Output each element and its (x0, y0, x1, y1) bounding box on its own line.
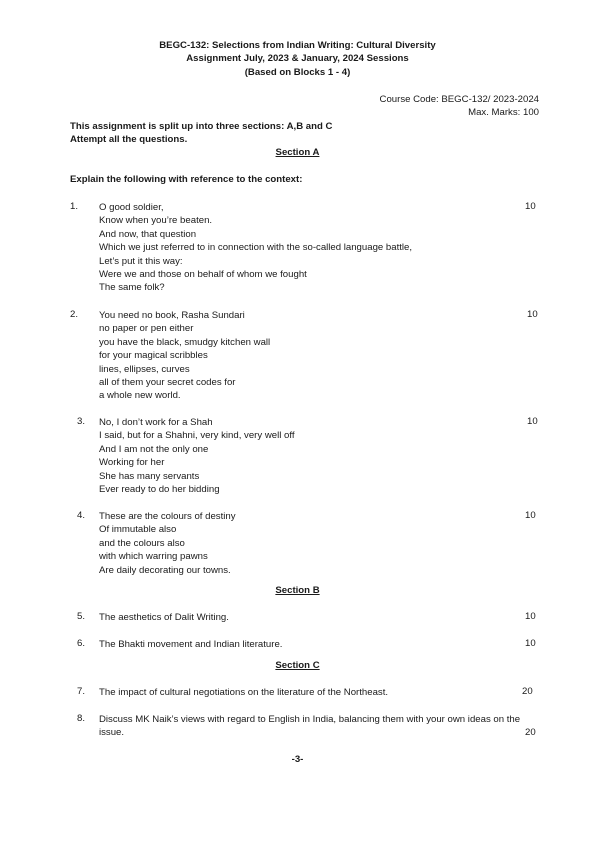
question-marks: 10 (527, 416, 538, 427)
section-c-title: Section C (275, 660, 320, 671)
section-b-title: Section B (275, 585, 320, 596)
question-marks: 10 (525, 510, 536, 521)
instruction-attempt: Attempt all the questions. (70, 134, 188, 145)
question-number: 6. (77, 638, 86, 649)
question-marks: 20 (525, 727, 536, 738)
question-number: 1. (70, 201, 79, 212)
section-a-title: Section A (275, 147, 320, 158)
passage-line: These are the colours of destiny (99, 511, 236, 522)
question-3-passage (99, 416, 295, 496)
passage-line: lines, ellipses, curves (99, 363, 190, 375)
passage-line: for your magical scribbles (99, 350, 208, 362)
header-title: BEGC-132: Selections from Indian Writing: Cultural Diversity (159, 40, 436, 51)
passage-line: The same folk? (99, 282, 165, 294)
question-number: 2. (70, 309, 79, 320)
passage-line: and the colours also (99, 537, 185, 549)
instruction-sections: This assignment is split up into three sections: A,B and C (70, 121, 333, 132)
question-marks: 10 (525, 638, 536, 649)
question-number: 8. (77, 713, 86, 724)
question-1-passage (99, 201, 412, 295)
passage-line: She has many servants (99, 470, 200, 482)
passage-line: with which warring pawns (99, 551, 208, 563)
passage-line: Were we and those on behalf of whom we fought (99, 269, 307, 281)
passage-line: O good soldier, (99, 202, 164, 213)
question-marks: 20 (522, 686, 533, 697)
passage-line: No, I don’t work for a Shah (99, 417, 213, 428)
question-marks: 10 (525, 201, 536, 212)
question-marks: 10 (527, 309, 538, 320)
passage-line: Are daily decorating our towns. (99, 564, 231, 576)
question-2-passage (99, 309, 270, 403)
course-code: Course Code: BEGC-132/ 2023-2024 (379, 94, 539, 105)
page-number: -3- (291, 754, 304, 765)
header-sessions: Assignment July, 2023 & January, 2024 Sessions (186, 53, 409, 64)
max-marks: Max. Marks: 100 (468, 107, 539, 118)
passage-line: Of immutable also (99, 524, 177, 536)
passage-line: And I am not the only one (99, 443, 209, 455)
passage-line: no paper or pen either (99, 323, 194, 335)
passage-line: Working for her (99, 457, 165, 469)
question-number: 5. (77, 611, 86, 622)
passage-line: Which we just referred to in connection with the so-called language battle, (99, 242, 413, 254)
passage-line: all of them your secret codes for (99, 377, 236, 389)
question-number: 7. (77, 686, 86, 697)
question-5-text: The aesthetics of Dalit Writing. (99, 612, 229, 623)
header-blocks: (Based on Blocks 1 - 4) (244, 67, 351, 78)
question-marks: 10 (525, 611, 536, 622)
passage-line: You need no book, Rasha Sundari (99, 310, 245, 321)
question-number: 4. (77, 510, 86, 521)
passage-line: And now, that question (99, 228, 197, 240)
question-4-passage (99, 510, 236, 577)
passage-line: a whole new world. (99, 390, 181, 402)
question-7-text: The impact of cultural negotiations on the literature of the Northeast. (99, 687, 389, 698)
passage-line: I said, but for a Shahni, very kind, very well off (99, 430, 295, 442)
passage-line: you have the black, smudgy kitchen wall (99, 336, 271, 348)
passage-line: Ever ready to do her bidding (99, 484, 220, 496)
question-8-text: Discuss MK Naik’s views with regard to English in India, balancing them with your own ideas on the issue. (99, 714, 521, 739)
section-a-prompt: Explain the following with reference to the context: (70, 174, 303, 185)
question-number: 3. (77, 416, 86, 427)
question-6-text: The Bhakti movement and Indian literature. (99, 639, 283, 650)
passage-line: Know when you’re beaten. (99, 215, 213, 227)
passage-line: Let’s put it this way: (99, 255, 183, 267)
